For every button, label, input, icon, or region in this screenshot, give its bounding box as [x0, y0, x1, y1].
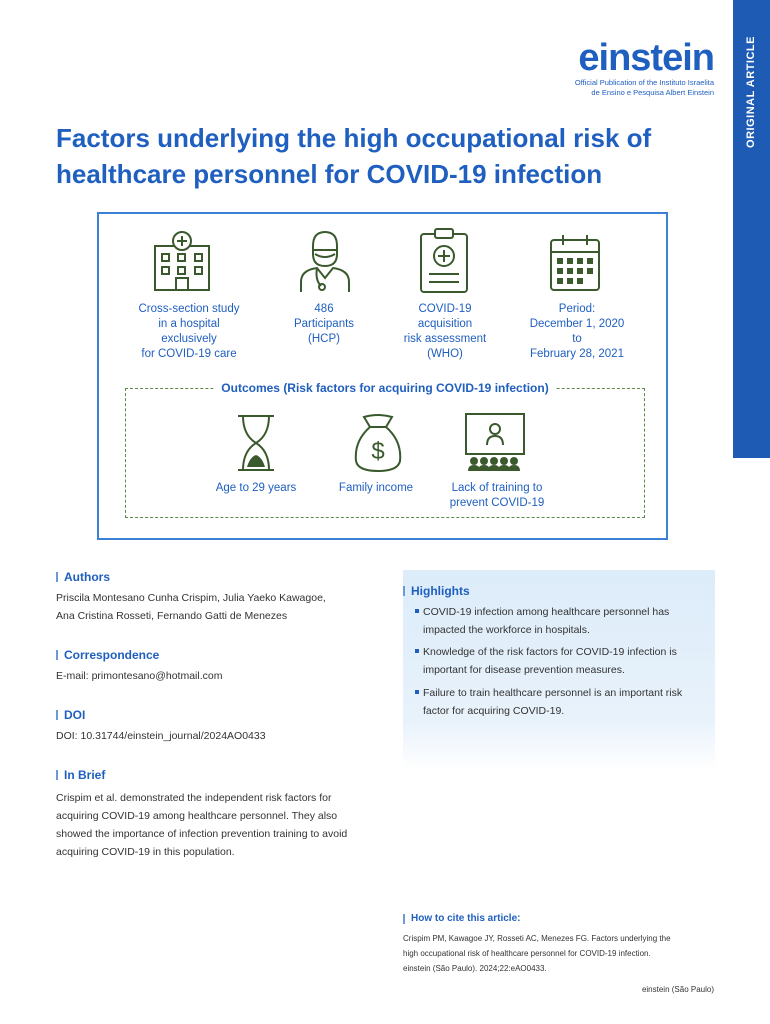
section-marker — [403, 586, 405, 596]
citation-heading: How to cite this article: — [403, 913, 520, 924]
hospital-icon — [149, 230, 215, 292]
outcome-age-label: Age to 29 years — [215, 482, 297, 494]
article-title: Factors underlying the high occupational risk of healthcare personnel for COVID-19 infection — [56, 123, 652, 189]
article-type-label: ORIGINAL ARTICLE — [745, 36, 757, 148]
outcome-income-label: Family income — [338, 482, 414, 494]
page-footer: einstein (São Paulo) — [641, 985, 714, 994]
citation-text: Crispim PM, Kawagoe JY, Rosseti AC, Menezes FG. Factors underlying the high occupational risk of healthcare personnel for COVID-19 infection. einstein (São Paulo). 2024;22:eAO0433. — [403, 934, 671, 973]
section-marker — [56, 770, 58, 780]
graphical-abstract — [97, 212, 668, 540]
correspondence-heading: Correspondence — [56, 648, 159, 662]
study-period-label: Period: December 1, 2020 to February 28, 2021 — [529, 303, 625, 360]
study-design-label: Cross-section study in a hospital exclusively for COVID-19 care — [138, 303, 240, 360]
journal-logo — [575, 38, 714, 98]
section-marker — [403, 914, 405, 924]
highlights-heading: Highlights — [403, 584, 470, 598]
journal-subtitle-line1: Official Publication of the Instituto Israelita — [574, 78, 714, 87]
highlight-item: COVID-19 infection among healthcare personnel has impacted the workforce in hospitals. — [415, 603, 703, 639]
money-bag-icon — [352, 413, 404, 473]
section-marker — [56, 710, 58, 720]
clipboard-icon — [417, 226, 471, 294]
highlight-item: Failure to train healthcare personnel is an important risk factor for acquiring COVID-19. — [415, 684, 703, 720]
calendar-icon — [547, 232, 603, 292]
risk-assessment-label: COVID-19 acquisition risk assessment (WHO) — [403, 303, 487, 360]
article-type-tab — [733, 0, 770, 458]
healthcare-worker-icon — [295, 228, 355, 294]
participants-label: 486 Participants (HCP) — [293, 303, 355, 345]
in-brief-heading: In Brief — [56, 768, 105, 782]
correspondence-email: E-mail: primontesano@hotmail.com — [56, 670, 223, 682]
outcome-training-label: Lack of training to prevent COVID-19 — [449, 482, 545, 509]
doi-heading: DOI — [56, 708, 85, 722]
training-presentation-icon — [462, 411, 528, 473]
authors-list: Priscila Montesano Cunha Crispim, Julia Yaeko Kawagoe, Ana Cristina Rosseti, Fernando Gatti de Menezes — [56, 592, 326, 622]
journal-name: einstein — [578, 37, 714, 79]
authors-heading: Authors — [56, 570, 110, 584]
doi-value: DOI: 10.31744/einstein_journal/2024AO0433 — [56, 730, 266, 742]
highlights-box — [403, 570, 715, 770]
journal-subtitle-line2: de Ensino e Pesquisa Albert Einstein — [591, 88, 714, 97]
section-marker — [56, 650, 58, 660]
section-marker — [56, 572, 58, 582]
outcomes-title: Outcomes (Risk factors for acquiring COVID-19 infection) — [215, 381, 554, 395]
highlight-item: Knowledge of the risk factors for COVID-19 infection is important for disease prevention measures. — [415, 643, 703, 679]
in-brief-text: Crispim et al. demonstrated the independent risk factors for acquiring COVID-19 among healthcare personnel. They also showed the importance of infection prevention training to avoid acquiring COVID-19 in this population. — [56, 792, 348, 858]
svg-text:$: $ — [371, 438, 385, 465]
outcomes-box — [125, 381, 645, 518]
hourglass-icon — [234, 413, 278, 473]
